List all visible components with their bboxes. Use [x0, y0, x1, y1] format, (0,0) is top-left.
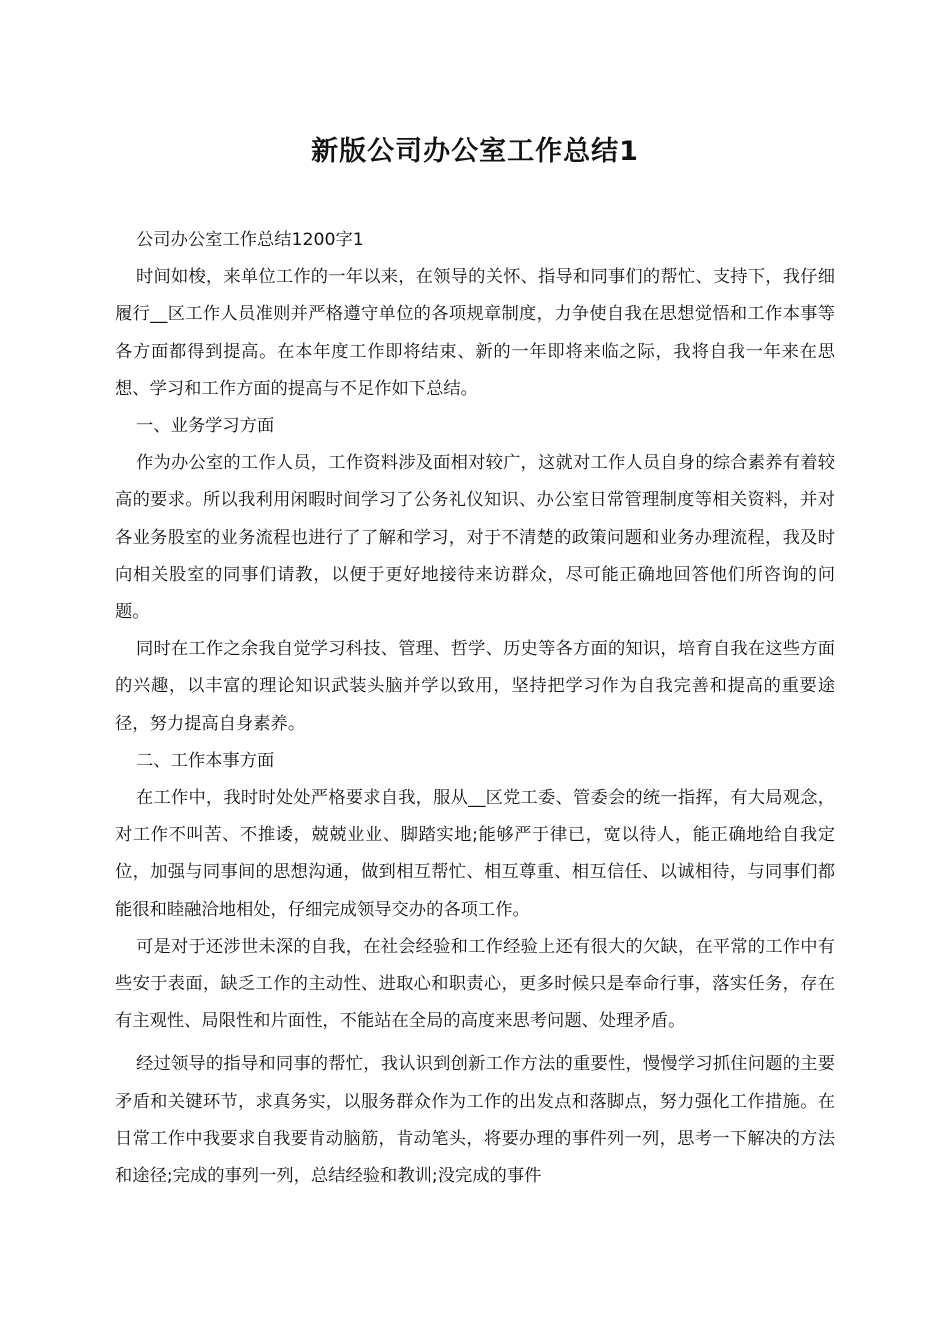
- paragraph-study-2: 同时在工作之余我自觉学习科技、管理、哲学、历史等各方面的知识，培育自我在这些方面的兴趣，以丰富的理论知识武装头脑并学以致用，坚持把学习作为自我完善和提高的重要途径，努力提高自身素养。: [115, 639, 835, 734]
- section-heading-ability: 二、工作本事方面: [136, 750, 275, 771]
- paragraph-ability-3: 经过领导的指导和同事的帮忙，我认识到创新工作方法的重要性，慢慢学习抓住问题的主要矛盾和关键环节，求真务实，以服务群众作为工作的出发点和落脚点，努力强化工作措施。在日常工作中我要求自我要肯动脑筋，肯动笔头，将要办理的事件列一列，思考一下解决的方法和途径;完成的事列一列，总结经验和教训;没完成的事件: [115, 1054, 835, 1187]
- paragraph-study-1: 作为办公室的工作人员，工作资料涉及面相对较广，这就对工作人员自身的综合素养有着较高的要求。所以我利用闲暇时间学习了公务礼仪知识、办公室日常管理制度等相关资料，并对各业务股室的业务流程也进行了了解和学习，对于不清楚的政策问题和业务办理流程，我及时向相关股室的同事们请教，以便于更好地接待来访群众，尽可能正确地回答他们所咨询的问题。: [115, 453, 835, 623]
- paragraph-ability-1: 在工作中，我时时处处严格要求自我，服从__区党工委、管委会的统一指挥，有大局观念，对工作不叫苦、不推诿，兢兢业业、脚踏实地;能够严于律已，宽以待人，能正确地给自我定位，加强与同事间的思想沟通，做到相互帮忙、相互尊重、相互信任、以诚相待，与同事们都能很和睦融洽地相处，仔细完成领导交办的各项工作。: [115, 788, 835, 920]
- section-heading-study: 一、业务学习方面: [136, 416, 275, 437]
- paragraph-ability-2: 可是对于还涉世未深的自我，在社会经验和工作经验上还有很大的欠缺，在平常的工作中有些安于表面，缺乏工作的主动性、进取心和职责心，更多时候只是奉命行事，落实任务，存在有主观性、局限性和片面性，不能站在全局的高度来思考问题、处理矛盾。: [115, 936, 835, 1032]
- document-body: [115, 222, 835, 1195]
- subtitle-line: 公司办公室工作总结1200字1: [136, 230, 364, 250]
- paragraph-intro: 时间如梭，来单位工作的一年以来，在领导的关怀、指导和同事们的帮忙、支持下，我仔细履行__区工作人员准则并严格遵守单位的各项规章制度，力争使自我在思想觉悟和工作本事等各方面都得到提高。在本年度工作即将结束、新的一年即将来临之际，我将自我一年来在思想、学习和工作方面的提高与不足作如下总结。: [115, 267, 835, 399]
- document-title: 新版公司办公室工作总结1: [311, 136, 639, 167]
